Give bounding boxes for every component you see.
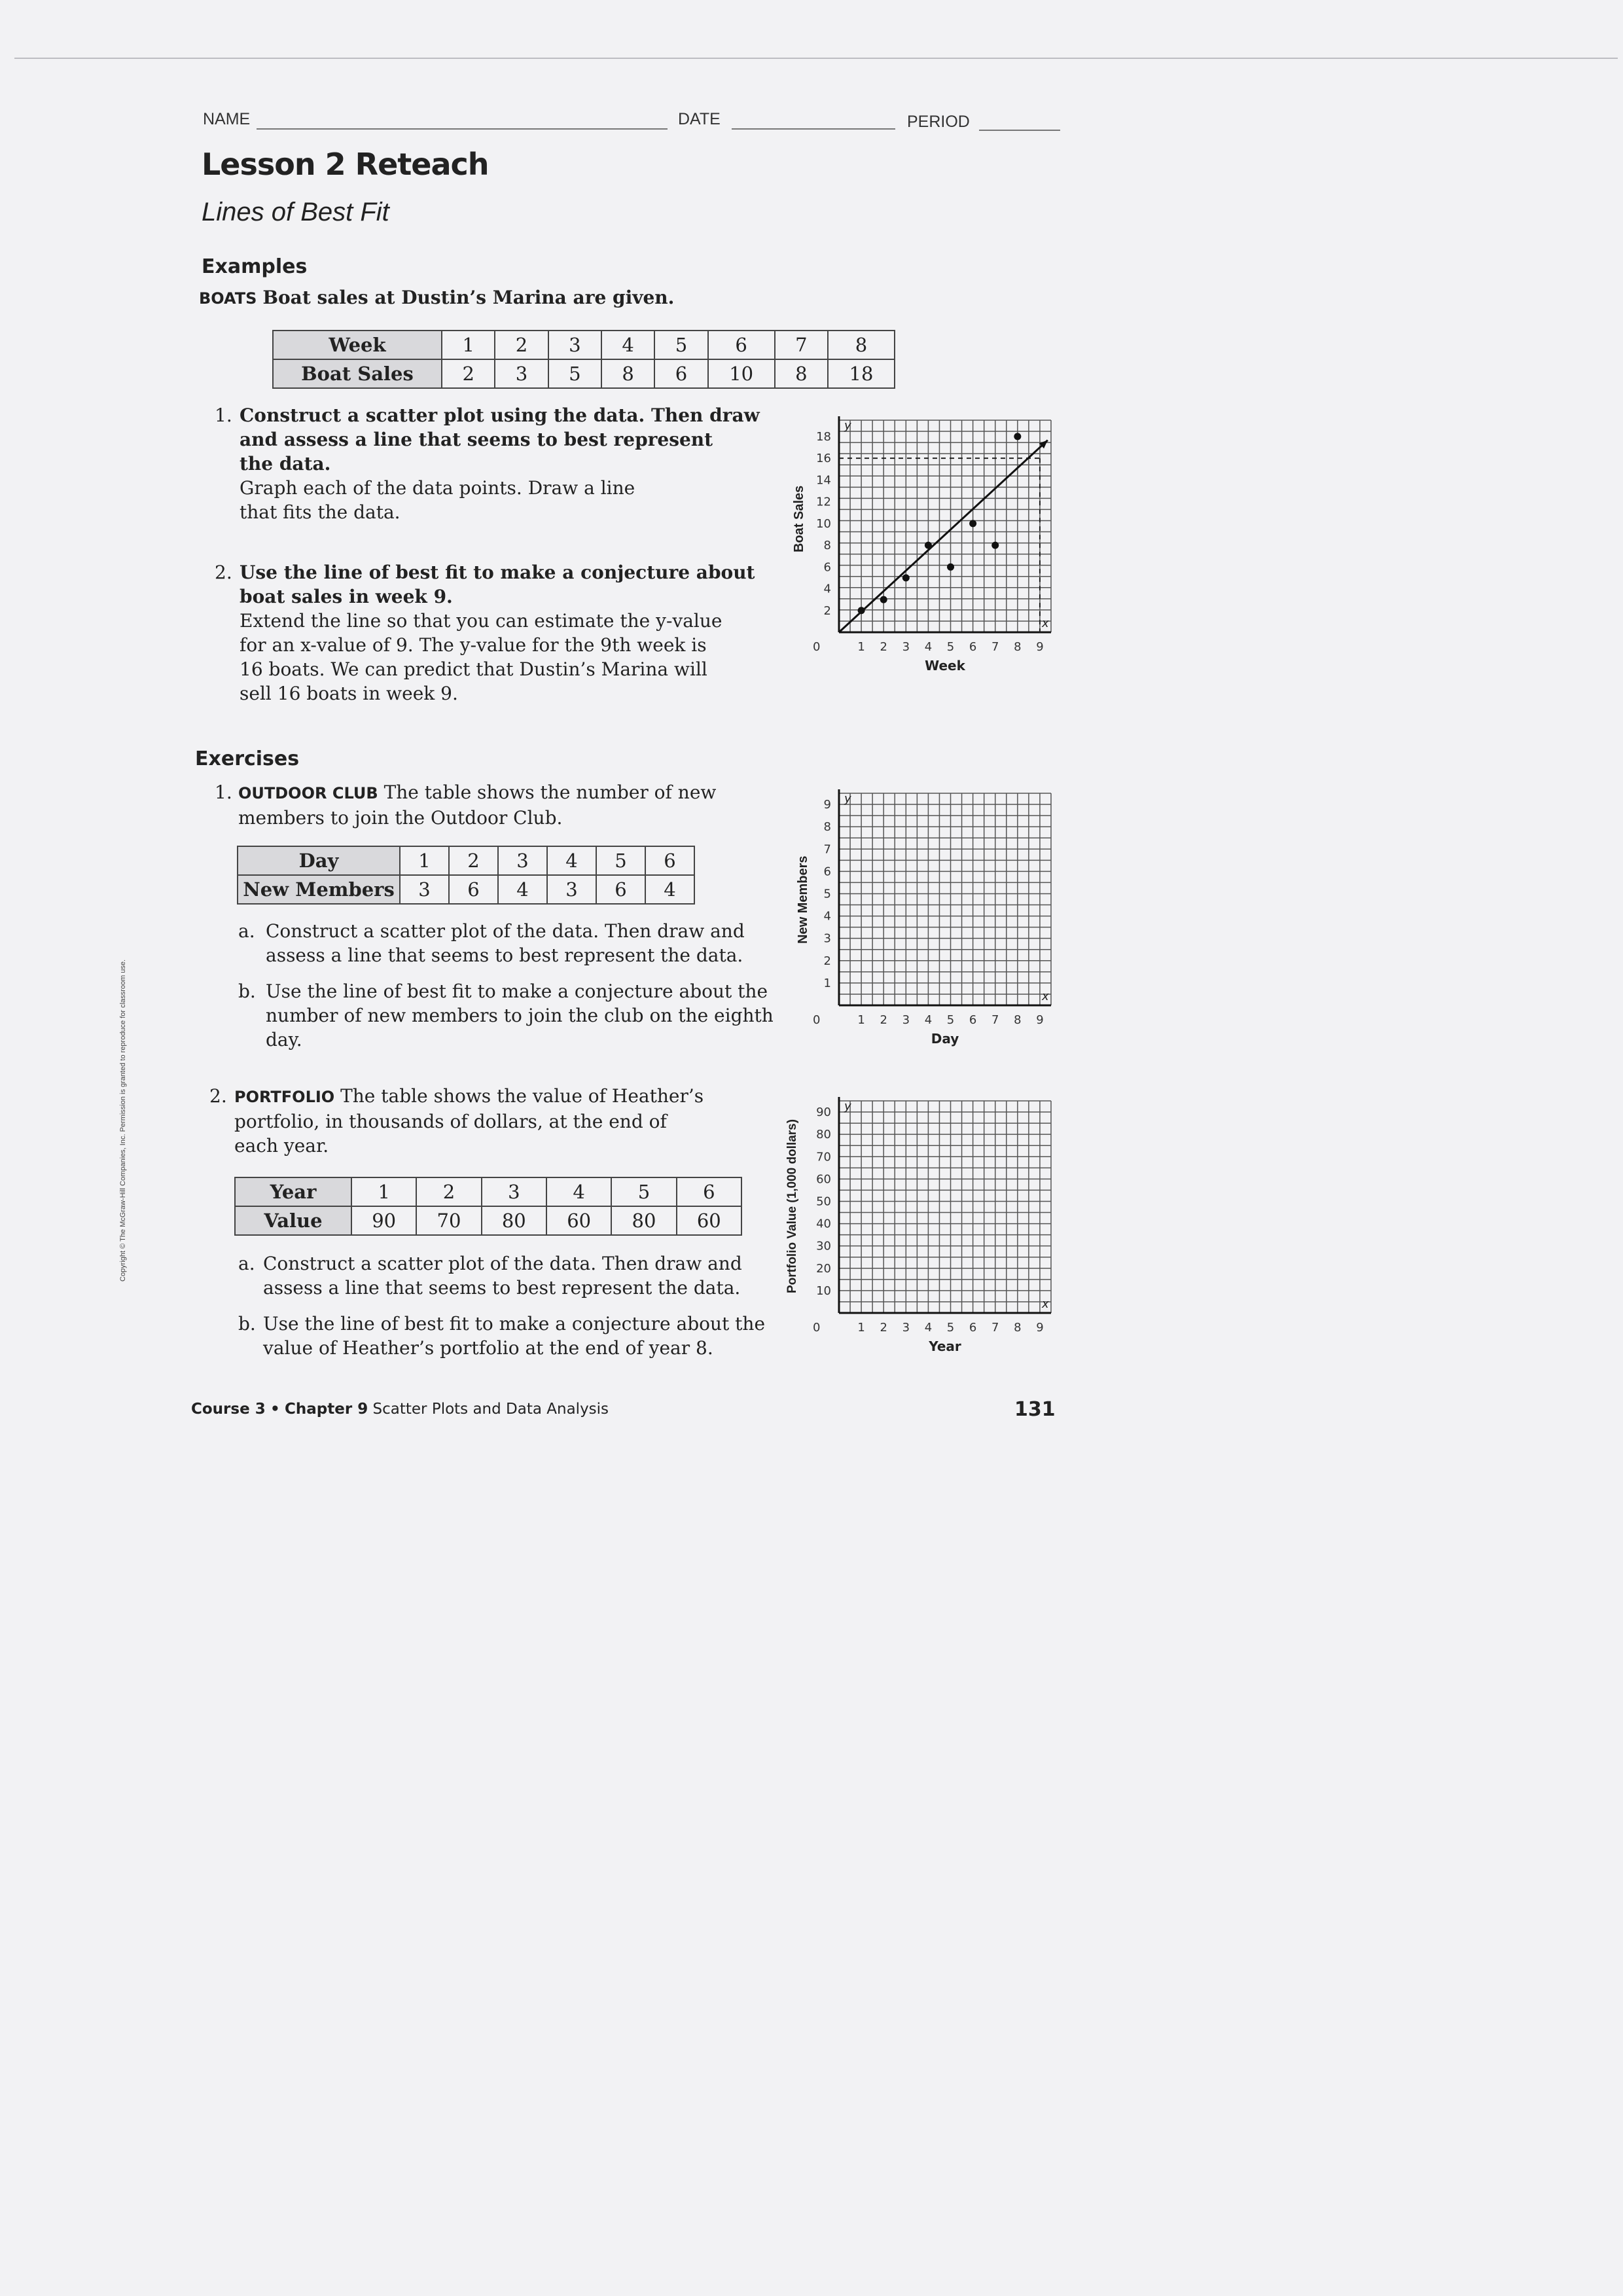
y-tick-label: 6	[823, 865, 831, 879]
table-cell: 3	[548, 331, 601, 359]
q2-bold-line: boat sales in week 9.	[240, 586, 453, 607]
example-q1	[240, 403, 776, 524]
data-point	[1014, 433, 1021, 440]
examples-topic: BOATS	[199, 289, 257, 308]
data-point	[991, 542, 999, 549]
y-tick-label: 7	[823, 842, 831, 857]
x-tick-label: 5	[946, 1013, 955, 1027]
table-row-label: New Members	[238, 875, 400, 904]
x-axis-letter: x	[1042, 1297, 1049, 1311]
exercise-1a-line: assess a line that seems to best represent the data.	[266, 944, 743, 966]
y-axis-letter: y	[844, 1100, 851, 1113]
y-tick-label: 8	[823, 820, 831, 834]
data-point	[947, 564, 954, 571]
table-cell: 60	[677, 1206, 741, 1235]
exercise-2-topic: PORTFOLIO	[234, 1088, 335, 1106]
footer-chapter: Chapter 9	[285, 1401, 368, 1418]
copyright-notice: Copyright © The McGraw-Hill Companies, Inc. Permission is granted to reproduce for classroom use.	[119, 959, 127, 1282]
x-tick-label: 7	[991, 1013, 999, 1027]
x-tick-label: 1	[857, 640, 865, 654]
examples-intro-text: Boat sales at Dustin’s Marina are given.	[262, 287, 675, 308]
table-cell: 6	[654, 359, 707, 388]
table-cell: 5	[548, 359, 601, 388]
table-cell: 5	[611, 1177, 676, 1206]
table-cell: 90	[351, 1206, 416, 1235]
footer-course	[191, 1401, 609, 1418]
y-axis-letter: y	[844, 792, 851, 806]
exercise-2b-label: b.	[238, 1313, 256, 1335]
x-tick-label: 9	[1036, 640, 1044, 654]
x-tick-label: 6	[969, 1321, 977, 1335]
x-tick-label: 2	[880, 640, 887, 654]
y-tick-label: 20	[816, 1261, 831, 1276]
examples-heading: Examples	[202, 255, 308, 278]
data-point	[925, 542, 932, 549]
q1-bold-line: Construct a scatter plot using the data. Then draw	[240, 404, 760, 426]
y-tick-label: 8	[823, 539, 831, 553]
table-cell: 6	[449, 875, 498, 904]
origin-label: 0	[813, 640, 821, 654]
y-tick-label: 14	[816, 473, 831, 488]
table-cell: 3	[498, 846, 547, 875]
exercise-1a-line: Construct a scatter plot of the data. Then draw and	[266, 920, 745, 942]
x-axis-label: Day	[931, 1031, 959, 1047]
period-label: PERIOD	[907, 113, 970, 131]
y-tick-label: 4	[823, 909, 831, 924]
table-cell: 6	[708, 331, 775, 359]
table-cell: 5	[654, 331, 707, 359]
example-q2-number: 2.	[215, 562, 232, 583]
q1-text-line: that fits the data.	[240, 501, 401, 523]
x-tick-label: 4	[924, 1013, 933, 1027]
table-cell: 1	[400, 846, 449, 875]
footer-chapter-title: Scatter Plots and Data Analysis	[372, 1401, 609, 1418]
data-point	[902, 574, 910, 581]
date-label: DATE	[678, 110, 721, 128]
exercise-1-topic: OUTDOOR CLUB	[238, 784, 378, 802]
origin-label: 0	[813, 1013, 821, 1027]
footer-course-name: Course 3	[191, 1401, 266, 1418]
exercise-1b	[266, 979, 802, 1052]
table-cell: 8	[775, 359, 828, 388]
table-cell: 60	[546, 1206, 611, 1235]
x-tick-label: 4	[924, 640, 933, 654]
table-cell: 70	[416, 1206, 481, 1235]
x-axis-letter: x	[1042, 990, 1049, 1003]
x-tick-label: 1	[857, 1321, 865, 1335]
name-blank	[257, 128, 668, 130]
y-tick-label: 12	[816, 495, 831, 509]
table-cell: 4	[498, 875, 547, 904]
table-cell: 4	[547, 846, 596, 875]
y-tick-label: 10	[816, 516, 831, 531]
x-tick-label: 2	[880, 1321, 887, 1335]
table-row-label: Year	[235, 1177, 351, 1206]
portfolio-table	[234, 1177, 742, 1236]
table-cell: 8	[601, 359, 654, 388]
table-cell: 2	[442, 359, 495, 388]
table-cell: 80	[611, 1206, 676, 1235]
x-tick-label: 7	[991, 1321, 999, 1335]
new-members-graph	[779, 779, 1080, 1054]
y-tick-label: 4	[823, 582, 831, 596]
exercise-1a-label: a.	[238, 920, 255, 942]
q2-bold-line: Use the line of best fit to make a conjecture about	[240, 562, 755, 583]
exercise-2b-line: Use the line of best fit to make a conjecture about the	[263, 1313, 766, 1335]
x-tick-label: 7	[991, 640, 999, 654]
x-tick-label: 6	[969, 640, 977, 654]
x-tick-label: 9	[1036, 1013, 1044, 1027]
q1-bold-line: and assess a line that seems to best represent	[240, 429, 713, 450]
boat-sales-ylabel: Boat Sales	[792, 485, 806, 552]
table-cell: 3	[482, 1177, 546, 1206]
q2-text-line: Extend the line so that you can estimate the y-value	[240, 610, 722, 632]
exercise-1-text: members to join the Outdoor Club.	[238, 807, 563, 829]
portfolio-graph	[779, 1086, 1080, 1361]
table-row-label: Boat Sales	[273, 359, 442, 388]
y-tick-label: 90	[816, 1105, 831, 1120]
exercise-2b	[263, 1312, 800, 1360]
exercise-2a-line: Construct a scatter plot of the data. Then draw and	[263, 1253, 742, 1274]
y-tick-label: 40	[816, 1217, 831, 1231]
y-axis-letter: y	[844, 419, 851, 433]
table-cell: 2	[495, 331, 548, 359]
q2-text-line: sell 16 boats in week 9.	[240, 683, 458, 704]
origin-label: 0	[813, 1321, 821, 1335]
y-tick-label: 9	[823, 798, 831, 812]
exercise-2-intro	[234, 1084, 771, 1158]
table-cell: 5	[596, 846, 645, 875]
x-tick-label: 3	[902, 1321, 910, 1335]
table-cell: 1	[351, 1177, 416, 1206]
exercise-1-intro	[238, 780, 775, 830]
y-tick-label: 2	[823, 603, 831, 618]
name-label: NAME	[203, 110, 251, 128]
x-tick-label: 2	[880, 1013, 887, 1027]
exercise-1b-label: b.	[238, 980, 256, 1002]
table-cell: 1	[442, 331, 495, 359]
table-cell: 6	[645, 846, 694, 875]
footer-bullet: •	[270, 1401, 280, 1418]
outdoor-club-table	[237, 846, 695, 905]
table-cell: 2	[416, 1177, 481, 1206]
exercise-2-text: each year.	[234, 1135, 329, 1157]
page-number: 131	[1014, 1398, 1056, 1421]
y-tick-label: 5	[823, 887, 831, 901]
x-tick-label: 9	[1036, 1321, 1044, 1335]
x-tick-label: 3	[902, 1013, 910, 1027]
scan-edge-line	[14, 58, 1618, 59]
data-point	[880, 596, 887, 603]
y-tick-label: 70	[816, 1150, 831, 1164]
x-tick-label: 5	[946, 1321, 955, 1335]
boat-sales-table	[272, 330, 895, 389]
exercise-2b-line: value of Heather’s portfolio at the end of year 8.	[263, 1337, 713, 1359]
y-tick-label: 30	[816, 1239, 831, 1253]
examples-intro	[199, 285, 674, 311]
exercise-2a	[263, 1251, 787, 1300]
table-row-label: Day	[238, 846, 400, 875]
table-cell: 80	[482, 1206, 546, 1235]
table-row	[273, 359, 895, 388]
table-row-label: Value	[235, 1206, 351, 1235]
exercise-1a	[266, 919, 789, 967]
lesson-subtitle: Lines of Best Fit	[202, 198, 389, 226]
exercise-1-text: The table shows the number of new	[383, 781, 717, 803]
x-tick-label: 8	[1014, 1013, 1022, 1027]
new-members-ylabel: New Members	[796, 855, 810, 944]
x-tick-label: 5	[946, 640, 955, 654]
table-row	[235, 1177, 741, 1206]
table-cell: 3	[495, 359, 548, 388]
y-tick-label: 50	[816, 1194, 831, 1209]
q1-bold-line: the data.	[240, 453, 331, 475]
example-q2	[240, 560, 776, 706]
table-row	[238, 875, 694, 904]
data-point	[858, 607, 865, 614]
table-cell: 3	[547, 875, 596, 904]
exercise-2-number: 2.	[209, 1085, 227, 1107]
x-tick-label: 4	[924, 1321, 933, 1335]
y-tick-label: 1	[823, 976, 831, 990]
table-cell: 6	[677, 1177, 741, 1206]
table-cell: 18	[828, 359, 895, 388]
table-cell: 4	[546, 1177, 611, 1206]
x-axis-label: Year	[929, 1338, 961, 1354]
date-blank	[732, 128, 895, 130]
table-cell: 10	[708, 359, 775, 388]
boat-sales-graph	[779, 406, 1080, 681]
table-row-label: Week	[273, 331, 442, 359]
period-blank	[979, 130, 1060, 131]
lesson-title: Lesson 2 Reteach	[202, 147, 489, 182]
x-tick-label: 6	[969, 1013, 977, 1027]
exercise-1b-line: day.	[266, 1029, 302, 1050]
table-cell: 3	[400, 875, 449, 904]
x-tick-label: 3	[902, 640, 910, 654]
q2-text-line: for an x-value of 9. The y-value for the 9th week is	[240, 634, 707, 656]
exercise-2a-label: a.	[238, 1253, 255, 1274]
x-axis-label: Week	[925, 658, 965, 673]
portfolio-ylabel: Portfolio Value (1,000 dollars)	[785, 1119, 799, 1293]
x-tick-label: 8	[1014, 1321, 1022, 1335]
x-tick-label: 1	[857, 1013, 865, 1027]
q2-text-line: 16 boats. We can predict that Dustin’s Marina will	[240, 658, 707, 680]
y-tick-label: 3	[823, 931, 831, 946]
table-cell: 4	[645, 875, 694, 904]
y-tick-label: 16	[816, 452, 831, 466]
table-row	[273, 331, 895, 359]
table-row	[235, 1206, 741, 1235]
best-fit-line	[839, 440, 1048, 632]
q1-text-line: Graph each of the data points. Draw a line	[240, 477, 635, 499]
example-q1-number: 1.	[215, 404, 232, 426]
table-cell: 8	[828, 331, 895, 359]
y-tick-label: 60	[816, 1172, 831, 1187]
exercise-1b-line: number of new members to join the club on the eighth	[266, 1005, 774, 1026]
table-cell: 4	[601, 331, 654, 359]
x-tick-label: 8	[1014, 640, 1022, 654]
y-tick-label: 2	[823, 954, 831, 968]
y-tick-label: 6	[823, 560, 831, 575]
table-cell: 2	[449, 846, 498, 875]
exercise-1b-line: Use the line of best fit to make a conjecture about the	[266, 980, 768, 1002]
table-cell: 7	[775, 331, 828, 359]
x-axis-letter: x	[1042, 617, 1049, 630]
exercise-2-text: The table shows the value of Heather’s	[340, 1085, 704, 1107]
y-tick-label: 80	[816, 1128, 831, 1142]
y-tick-label: 10	[816, 1283, 831, 1298]
exercise-2a-line: assess a line that seems to best represent the data.	[263, 1277, 741, 1299]
data-point	[969, 520, 976, 527]
table-row	[238, 846, 694, 875]
exercise-2-text: portfolio, in thousands of dollars, at the end of	[234, 1111, 667, 1132]
y-tick-label: 18	[816, 429, 831, 444]
exercises-heading: Exercises	[195, 747, 300, 770]
table-cell: 6	[596, 875, 645, 904]
exercise-1-number: 1.	[215, 781, 232, 803]
